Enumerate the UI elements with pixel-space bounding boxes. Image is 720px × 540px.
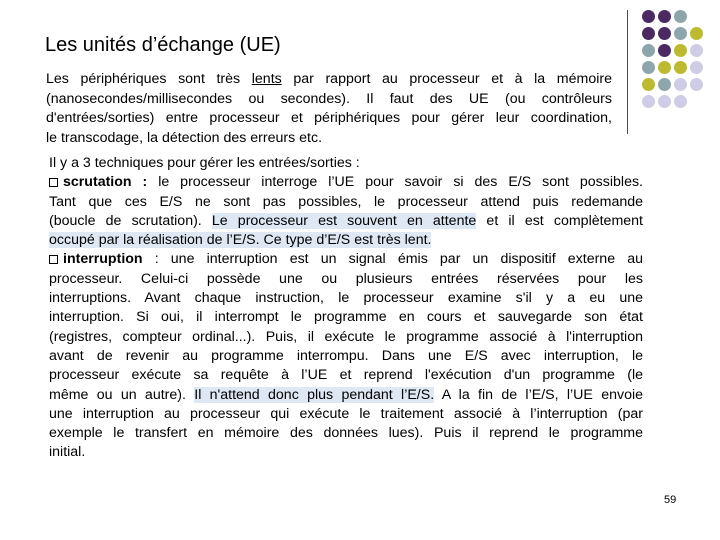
intro-line [46,70,612,90]
interruption-term: interruption [63,251,143,268]
dot [642,27,655,40]
highlighted-text: occupé par la réalisation de l’E/S. Ce type d’E/S est très lent. [49,232,432,249]
dot [690,78,703,91]
dot [690,61,703,74]
decorative-dot-grid [642,10,720,120]
dot [674,78,687,91]
scrutation-line: Tant que ces E/S ne sont pas possibles, le processeur attend puis redemande [49,193,643,210]
intro-text: par rapport au processeur et à la mémoire [281,71,612,87]
dot [658,95,671,108]
interruption-line: interruption. Si oui, il interrompt le programme en cours et sauvegarde son état [49,309,643,326]
checkbox-bullet-icon [49,255,58,264]
lead-sentence: Il y a 3 techniques pour gérer les entrées/sorties : [49,155,360,171]
dot [658,61,671,74]
dot [642,10,655,23]
divider-line [627,10,628,134]
interruption-text: même ou un autre). [49,386,195,403]
intro-paragraph [46,70,612,148]
dot [674,61,687,74]
dot [690,27,703,40]
dot [642,95,655,108]
dot [642,78,655,91]
intro-text: Les périphériques sont très [46,71,252,87]
interruption-line [49,250,643,269]
scrutation-line [49,212,643,231]
dot [658,27,671,40]
scrutation-text: le processeur interroge l’UE pour savoir si des E/S sont possibles. [147,174,643,191]
dot [658,44,671,57]
intro-line: (nanosecondes/millisecondes ou secondes). Il faut des UE (ou contrôleurs [46,90,612,107]
interruption-line: initial. [49,444,86,461]
scrutation-text: et il est complètement [476,212,643,229]
interruption-line: processeur. Celui-ci possède une ou plusieurs entrées réservées pour les [49,270,643,287]
dot [674,95,687,108]
scrutation-term: scrutation : [63,174,148,191]
dot [674,10,687,23]
interruption-line: une interruption au processeur qui exécute le traitement associé à l’interruption (par [49,405,643,422]
underlined-word: lents [251,71,282,87]
checkbox-bullet-icon [49,178,58,187]
interruption-text: : une interruption est un signal émis par un dispositif externe au [142,251,643,268]
highlighted-text: Il n'attend donc plus pendant l’E/S. [194,386,435,403]
dot [658,78,671,91]
scrutation-text: (boucle de scrutation). [49,212,212,229]
dot [674,44,687,57]
interruption-line: exemple le transfert en mémoire des données lues). Puis il reprend le programme [49,425,643,442]
dot [642,61,655,74]
intro-line: le transcodage, la détection des erreurs etc. [46,129,323,146]
highlighted-text: Le processeur est souvent en attente [211,212,477,229]
interruption-line: interruptions. Avant chaque instruction, le processeur examine s'il y a eu une [49,290,643,307]
intro-line: d'entrées/sorties) entre processeur et périphériques pour gérer leur coordination, [46,110,612,127]
dot [674,27,687,40]
techniques-section [49,154,643,463]
scrutation-line [49,231,643,250]
interruption-line: (registres, compteur ordinal...). Puis, il exécute le programme associé à l'interruption [49,328,643,345]
dot [642,44,655,57]
slide-title: Les unités d’échange (UE) [45,34,281,56]
dot [690,44,703,57]
interruption-text: A la fin de l’E/S, l’UE envoie [434,386,643,403]
interruption-line [49,386,643,405]
interruption-line: avant de revenir au programme interrompu. Dans une E/S avec interruption, le [49,347,643,364]
scrutation-line [49,173,643,192]
page-number: 59 [664,494,677,506]
interruption-line: processeur exécute sa requête à l’UE et reprend l'exécution d'un programme (le [49,367,643,384]
dot [658,10,671,23]
